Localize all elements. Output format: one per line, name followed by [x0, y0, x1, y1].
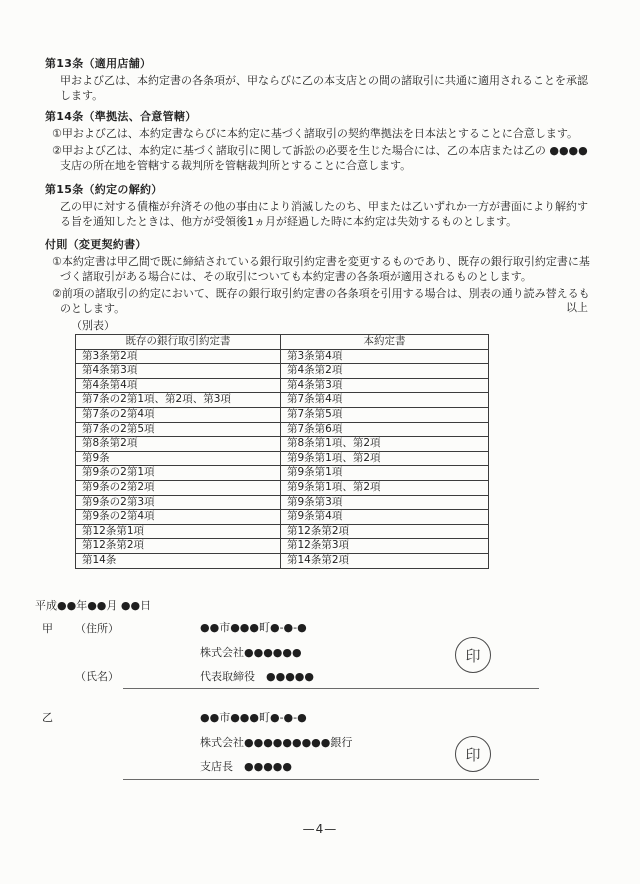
- cell-existing: 第3条第2項: [76, 349, 281, 364]
- table-row: [76, 451, 489, 466]
- article-13: [45, 56, 597, 103]
- cell-existing: 第9条の2第2項: [76, 480, 281, 495]
- party-b-address: ●●市●●●町●-●-●: [200, 711, 307, 724]
- cell-existing: 第12条第1項: [76, 524, 281, 539]
- cell-new: 第7条第4項: [281, 393, 489, 408]
- article-13-heading: 第13条（適用店舗）: [45, 57, 152, 70]
- table-row: [76, 524, 489, 539]
- table-row: [76, 466, 489, 481]
- table-row: [76, 393, 489, 408]
- cell-new: 第12条第3項: [281, 539, 489, 554]
- article-14: [45, 109, 597, 173]
- supplementary-clause-1: ①本約定書は甲乙間で既に締結されている銀行取引約定書を変更するものであり、既存の銀行取引約定書に基づく諸取引がある場合には、その取引についても本約定書の各条項が適用されるものとします。: [52, 255, 590, 283]
- cell-existing: 第14条: [76, 553, 281, 568]
- cell-existing: 第4条第4項: [76, 378, 281, 393]
- party-a-name-label: （氏名）: [75, 670, 119, 683]
- table-row: [76, 349, 489, 364]
- cell-new: 第9条第1項、第2項: [281, 480, 489, 495]
- column-header-existing-agreement: 既存の銀行取引約定書: [76, 335, 281, 350]
- table-row: [76, 510, 489, 525]
- party-a-signature-line: [123, 688, 539, 689]
- cell-new: 第3条第4項: [281, 349, 489, 364]
- party-a-address: ●●市●●●町●-●-●: [200, 621, 307, 634]
- party-a-label: 甲: [42, 622, 53, 635]
- cell-new: 第12条第2項: [281, 524, 489, 539]
- table-header-row: [76, 335, 489, 350]
- party-b-signature-line: [123, 779, 539, 780]
- cell-existing: 第9条: [76, 451, 281, 466]
- cell-existing: 第7条の2第5項: [76, 422, 281, 437]
- cell-existing: 第12条第2項: [76, 539, 281, 554]
- cell-new: 第9条第4項: [281, 510, 489, 525]
- party-a-address-label: （住所）: [75, 622, 119, 635]
- party-a-seal-stamp: 印: [455, 637, 491, 673]
- cell-new: 第7条第5項: [281, 407, 489, 422]
- clause-mapping-table: [75, 334, 489, 569]
- supplementary-clause-2: ②前項の諸取引の約定において、既存の銀行取引約定書の各条項を引用する場合は、別表の通り読み替えるものとします。: [52, 287, 590, 315]
- table-row: [76, 553, 489, 568]
- appendix-label: （別表）: [71, 319, 115, 332]
- cell-new: 第4条第3項: [281, 378, 489, 393]
- cell-existing: 第7条の2第1項、第2項、第3項: [76, 393, 281, 408]
- party-b-label: 乙: [42, 711, 53, 724]
- page-number: —4—: [302, 822, 338, 836]
- cell-existing: 第9条の2第3項: [76, 495, 281, 510]
- cell-new: 第14条第2項: [281, 553, 489, 568]
- article-14-clause-2: ②甲および乙は、本約定に基づく諸取引に関して訴訟の必要を生じた場合には、乙の本店または乙の ●●●● 支店の所在地を管轄する裁判所を管轄裁判所とすることに合意します。: [52, 144, 588, 172]
- closing-statement: 以上: [566, 301, 588, 314]
- table-row: [76, 480, 489, 495]
- party-b-seal-stamp: 印: [455, 736, 491, 772]
- party-a-representative: 代表取締役 ●●●●●: [200, 670, 314, 683]
- article-14-heading: 第14条（準拠法、合意管轄）: [45, 110, 197, 123]
- party-b-manager: 支店長 ●●●●●: [200, 760, 292, 773]
- supplementary-heading: 付則（変更契約書）: [45, 238, 147, 251]
- table-row: [76, 378, 489, 393]
- cell-new: 第7条第6項: [281, 422, 489, 437]
- table-row: [76, 364, 489, 379]
- table-row: [76, 407, 489, 422]
- table-row: [76, 422, 489, 437]
- table-row: [76, 539, 489, 554]
- table-row: [76, 437, 489, 452]
- party-a-company: 株式会社●●●●●●: [200, 646, 302, 659]
- cell-existing: 第9条の2第4項: [76, 510, 281, 525]
- cell-new: 第8条第1項、第2項: [281, 437, 489, 452]
- cell-new: 第9条第1項、第2項: [281, 451, 489, 466]
- article-14-clause-1: ①甲および乙は、本約定書ならびに本約定に基づく諸取引の契約準拠法を日本法とすることに合意します。: [52, 127, 578, 140]
- table-row: [76, 495, 489, 510]
- column-header-this-agreement: 本約定書: [281, 335, 489, 350]
- cell-new: 第9条第3項: [281, 495, 489, 510]
- cell-existing: 第8条第2項: [76, 437, 281, 452]
- cell-new: 第4条第2項: [281, 364, 489, 379]
- cell-new: 第9条第1項: [281, 466, 489, 481]
- cell-existing: 第9条の2第1項: [76, 466, 281, 481]
- article-15: [45, 182, 597, 229]
- party-b-company: 株式会社●●●●●●●●●銀行: [200, 736, 353, 749]
- supplementary-provisions: [45, 237, 597, 316]
- article-15-heading: 第15条（約定の解約）: [45, 183, 163, 196]
- signature-date: 平成●●年●●月 ●●日: [35, 599, 152, 612]
- article-13-paragraph: 甲および乙は、本約定書の各条項が、甲ならびに乙の本支店との間の諸取引に共通に適用されることを承認します。: [60, 74, 588, 102]
- cell-existing: 第4条第3項: [76, 364, 281, 379]
- article-15-paragraph: 乙の甲に対する債権が弁済その他の事由により消滅したのち、甲または乙いずれか一方が書面により解約する旨を通知したときは、他方が受領後1ヵ月が経過した時に本約定は失効するものとします。: [60, 200, 588, 228]
- cell-existing: 第7条の2第4項: [76, 407, 281, 422]
